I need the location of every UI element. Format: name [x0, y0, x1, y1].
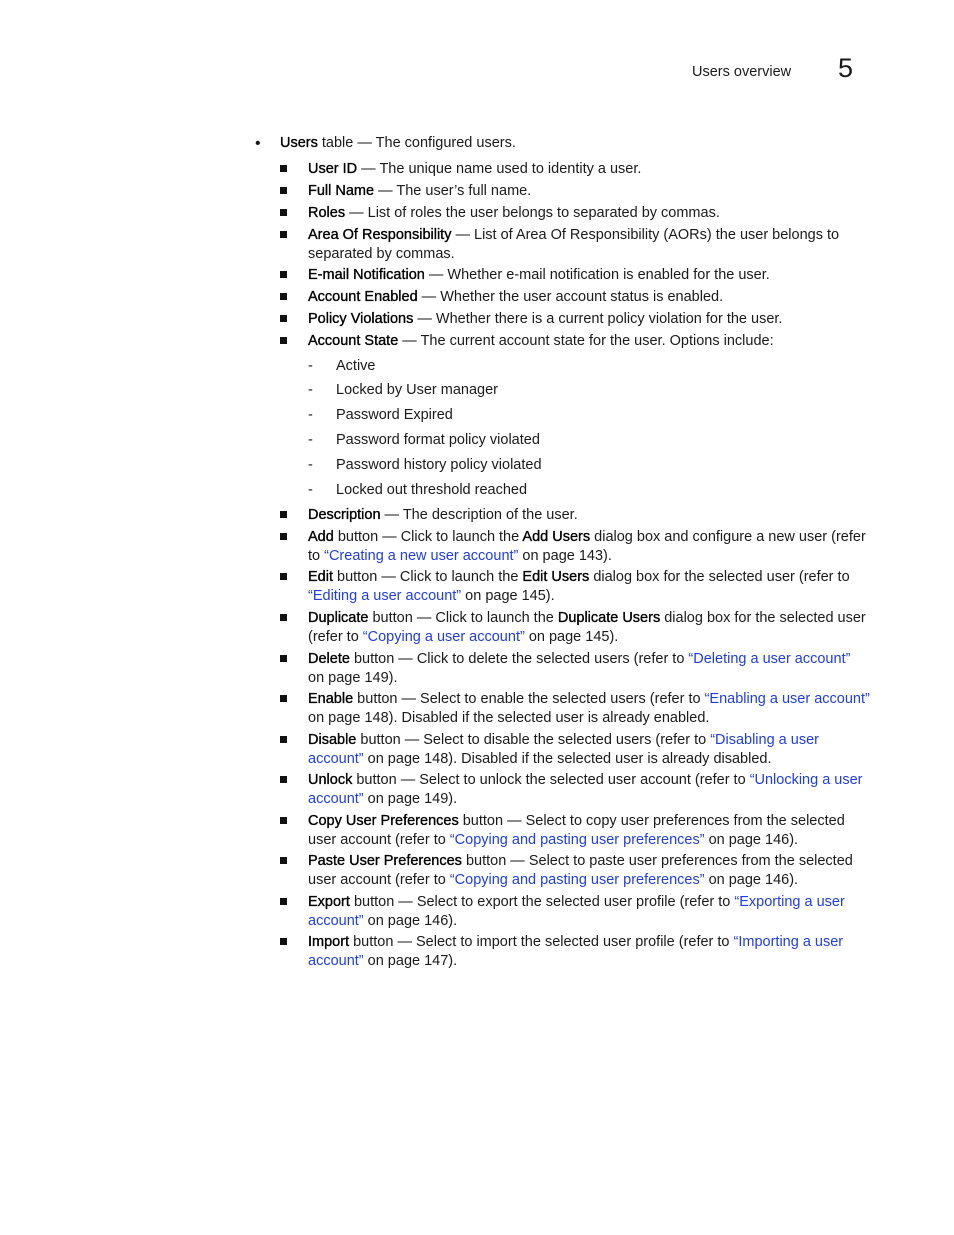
- dialog-name: Add Users: [522, 529, 591, 545]
- term: Duplicate: [308, 610, 369, 626]
- cross-reference-link[interactable]: “Copying and pasting user preferences”: [449, 871, 705, 888]
- term: Area Of Responsibility: [308, 227, 452, 243]
- page-reference: on page 149).: [308, 669, 398, 686]
- dash-bullet: -: [308, 358, 313, 374]
- cross-reference-link[interactable]: “Creating a new user account”: [324, 547, 519, 564]
- bullet-icon: •: [255, 135, 261, 152]
- term: E-mail Notification: [308, 267, 425, 283]
- description-text: button — Select to paste user preferences from the selected user account (refer to: [308, 853, 853, 888]
- square-bullet-icon: [280, 533, 287, 540]
- description-text: — The unique name used to identity a user.: [357, 161, 642, 177]
- square-bullet-icon: [280, 165, 287, 172]
- term: Roles: [308, 205, 346, 221]
- page-reference: on page 148). Disabled if the selected user is already enabled.: [308, 709, 710, 726]
- square-bullet-icon: [280, 337, 287, 344]
- cross-reference-link[interactable]: “Importing a user account”: [308, 934, 844, 969]
- square-bullet-icon: [280, 614, 287, 621]
- term: Users: [280, 135, 318, 151]
- term: Account Enabled: [308, 289, 418, 305]
- option-label: Password history policy violated: [336, 457, 542, 473]
- term: Delete: [308, 651, 350, 667]
- description-text: — The user’s full name.: [374, 183, 532, 199]
- term: Add: [308, 529, 334, 545]
- dash-bullet: -: [308, 457, 313, 473]
- list-item-add-button: [280, 528, 870, 565]
- dash-bullet: -: [308, 382, 313, 398]
- list-item-unlock-button: [280, 771, 870, 808]
- dash-bullet: -: [308, 482, 313, 498]
- description-text: — The description of the user.: [380, 507, 578, 523]
- option-label: Locked out threshold reached: [336, 482, 528, 498]
- cross-reference-link[interactable]: “Editing a user account”: [308, 587, 462, 604]
- list-item-disable-button: [280, 731, 870, 768]
- list-item-edit-button: [280, 568, 870, 605]
- cross-reference-link[interactable]: “Unlocking a user account”: [308, 772, 863, 807]
- page-reference: on page 149).: [363, 790, 458, 807]
- list-item-copy-preferences-button: [280, 812, 870, 849]
- description-text: button — Select to unlock the selected user account (refer to: [352, 772, 750, 788]
- dialog-name: Edit Users: [522, 569, 590, 585]
- term: Paste User Preferences: [308, 853, 462, 869]
- cross-reference-link[interactable]: “Disabling a user account”: [308, 732, 819, 767]
- page-reference: on page 146).: [363, 912, 458, 929]
- square-bullet-icon: [280, 898, 287, 905]
- term: Disable: [308, 732, 357, 748]
- description-text: — List of roles the user belongs to separated by commas.: [345, 205, 720, 221]
- page-reference: on page 146).: [704, 871, 799, 888]
- description-text: button — Select to export the selected user profile (refer to: [349, 894, 735, 910]
- square-bullet-icon: [280, 695, 287, 702]
- list-item-aor: [280, 226, 870, 263]
- list-item-user-id: [280, 160, 870, 179]
- description-text: — The current account state for the user. Options include:: [398, 333, 774, 349]
- description-text: — Whether there is a current policy violation for the user.: [413, 311, 783, 327]
- list-item-roles: [280, 204, 870, 223]
- cross-reference-link[interactable]: “Exporting a user account”: [308, 894, 845, 929]
- dash-bullet: -: [308, 407, 313, 423]
- square-bullet-icon: [280, 776, 287, 783]
- list-item-enable-button: [280, 690, 870, 727]
- list-item-email-notification: [280, 266, 870, 285]
- square-bullet-icon: [280, 271, 287, 278]
- term: Enable: [308, 691, 354, 707]
- cross-reference-link[interactable]: “Copying a user account”: [362, 628, 525, 645]
- list-item-delete-button: [280, 650, 870, 687]
- square-bullet-icon: [280, 817, 287, 824]
- square-bullet-icon: [280, 209, 287, 216]
- square-bullet-icon: [280, 315, 287, 322]
- square-bullet-icon: [280, 857, 287, 864]
- list-item-description: [280, 506, 870, 525]
- list-item-policy-violations: [280, 310, 870, 329]
- section-title: Users overview: [692, 64, 792, 80]
- page-reference: on page 147).: [363, 952, 458, 969]
- description-text: dialog box and configure a new user (refer to: [308, 529, 866, 564]
- page-reference: on page 143).: [518, 547, 612, 564]
- description-text: button — Click to launch the: [333, 569, 523, 585]
- cross-reference-link[interactable]: “Enabling a user account”: [704, 691, 870, 707]
- square-bullet-icon: [280, 573, 287, 580]
- term: Import: [308, 934, 350, 950]
- description-text: button — Click to launch the: [368, 610, 558, 626]
- description-text: — Whether e-mail notification is enabled for the user.: [424, 267, 770, 283]
- description-text: button — Click to delete the selected users (refer to: [349, 651, 689, 667]
- option-label: Password format policy violated: [336, 432, 540, 448]
- dash-bullet: -: [308, 432, 313, 448]
- list-item-paste-preferences-button: [280, 852, 870, 889]
- list-item-full-name: [280, 182, 870, 201]
- page-reference: on page 145).: [461, 587, 555, 604]
- option-label: Password Expired: [336, 407, 453, 423]
- description-text: button — Select to disable the selected users (refer to: [356, 732, 711, 748]
- term: Policy Violations: [308, 311, 414, 327]
- description-text: button — Select to copy user preferences from the selected user account (refer to: [308, 813, 845, 848]
- list-item-export-button: [280, 893, 870, 930]
- term: Unlock: [308, 772, 353, 788]
- square-bullet-icon: [280, 293, 287, 300]
- term: Copy User Preferences: [308, 813, 459, 829]
- list-item-account-state: [280, 332, 870, 351]
- list-item-account-enabled: [280, 288, 870, 307]
- term: Description: [308, 507, 381, 523]
- square-bullet-icon: [280, 231, 287, 238]
- term: Edit: [308, 569, 333, 585]
- square-bullet-icon: [280, 511, 287, 518]
- description-text: table — The configured users.: [317, 135, 516, 151]
- dialog-name: Duplicate Users: [557, 610, 661, 626]
- description-text: — List of Area Of Responsibility (AORs) the user belongs to separated by commas.: [308, 227, 840, 262]
- description-text: dialog box for the selected user (refer to: [589, 569, 850, 585]
- list-item-import-button: [280, 933, 870, 970]
- description-text: button — Select to enable the selected users (refer to: [353, 691, 705, 707]
- square-bullet-icon: [280, 736, 287, 743]
- square-bullet-icon: [280, 938, 287, 945]
- cross-reference-link[interactable]: “Copying and pasting user preferences”: [449, 831, 705, 848]
- term: Account State: [308, 333, 399, 349]
- cross-reference-link[interactable]: “Deleting a user account”: [688, 651, 851, 667]
- list-item-duplicate-button: [280, 609, 870, 646]
- description-text: dialog box for the selected user (refer to: [308, 610, 866, 645]
- page-reference: on page 148). Disabled if the selected user is already disabled.: [363, 750, 772, 767]
- term: Full Name: [308, 183, 375, 199]
- description-text: — Whether the user account status is enabled.: [417, 289, 724, 305]
- page-reference: on page 145).: [524, 628, 619, 645]
- option-label: Locked by User manager: [336, 382, 498, 398]
- square-bullet-icon: [280, 655, 287, 662]
- chapter-number: 5: [838, 53, 854, 83]
- term: Export: [308, 894, 350, 910]
- option-label: Active: [336, 358, 376, 374]
- square-bullet-icon: [280, 187, 287, 194]
- page-reference: on page 146).: [704, 831, 799, 848]
- term: User ID: [308, 161, 358, 177]
- description-text: button — Click to launch the: [333, 529, 523, 545]
- description-text: button — Select to import the selected user profile (refer to: [349, 934, 734, 950]
